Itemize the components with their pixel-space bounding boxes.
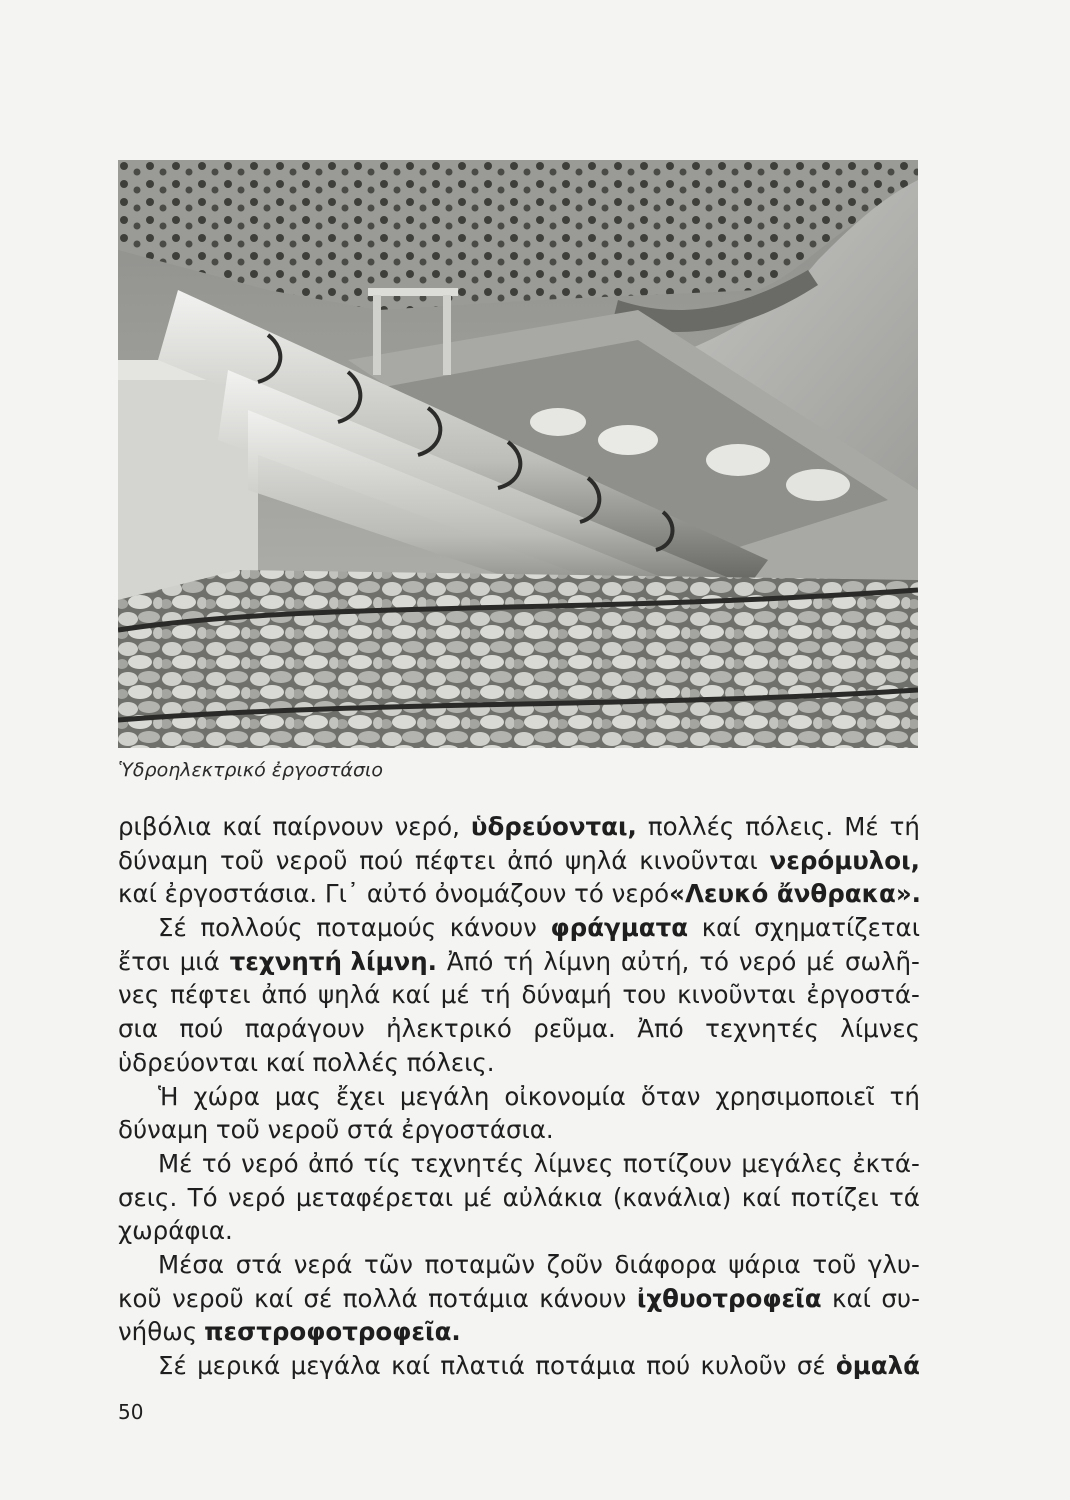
body-text xyxy=(118,810,920,1383)
text-line: σια πού παράγουν ἠλεκτρικό ρεῦμα. Ἀπό τεχνητές λίμνες xyxy=(118,1014,920,1044)
text-line: ριβόλια καί παίρνουν νερό, ὑδρεύονται, πολλές πόλεις. Μέ τή xyxy=(118,812,920,841)
photo-illustration xyxy=(118,160,918,748)
text-line: χωράφια. xyxy=(118,1216,233,1246)
figure-caption: Ὑδροηλεκτρικό ἐργοστάσιο xyxy=(118,759,384,781)
text-line: Σέ μερικά μεγάλα καί πλατιά ποτάμια πού κυλοῦν σέ ὁμαλά xyxy=(158,1351,920,1380)
text-line: καί ἐργοστάσια. Γι᾽ αὐτό ὀνομάζουν τό νερό «Λευκό ἄνθρακα». xyxy=(118,879,921,909)
text-line: σεις. Τό νερό μεταφέρεται μέ αὐλάκια (κανάλια) καί ποτίζει τά xyxy=(118,1182,920,1212)
text-line: κοῦ νεροῦ καί σέ πολλά ποτάμια κάνουν ἰχθυοτροφεῖα καί συ- xyxy=(118,1283,920,1313)
text-line: Σέ πολλούς ποταμούς κάνουν φράγματα καί σχηματίζεται xyxy=(158,913,920,943)
text-line: νες πέφτει ἀπό ψηλά καί μέ τή δύναμή του κινοῦνται ἐργοστά- xyxy=(118,980,920,1010)
text-line: δύναμη τοῦ νεροῦ πού πέφτει ἀπό ψηλά κινοῦνται νερόμυλοι, xyxy=(118,845,920,875)
text-line: Ἡ χώρα μας ἔχει μεγάλη οἰκονομία ὅταν χρησιμοποιεῖ τή xyxy=(158,1081,920,1111)
page-number: 50 xyxy=(118,1400,144,1424)
text-line: δύναμη τοῦ νεροῦ στά ἐργοστάσια. xyxy=(118,1115,554,1145)
text-line: Μέ τό νερό ἀπό τίς τεχνητές λίμνες ποτίζουν μεγάλες ἐκτά- xyxy=(158,1148,920,1178)
text-line: ἔτσι μιά τεχνητή λίμνη. Ἀπό τή λίμνη αὐτή, τό νερό μέ σωλῆ- xyxy=(118,946,920,976)
text-line: ὑδρεύονται καί πολλές πόλεις. xyxy=(118,1047,495,1077)
text-line: νήθως πεστροφοτροφεῖα. xyxy=(118,1317,461,1347)
text-line: Μέσα στά νερά τῶν ποταμῶν ζοῦν διάφορα ψάρια τοῦ γλυ- xyxy=(158,1249,920,1279)
hydroelectric-plant-photo xyxy=(118,160,918,748)
